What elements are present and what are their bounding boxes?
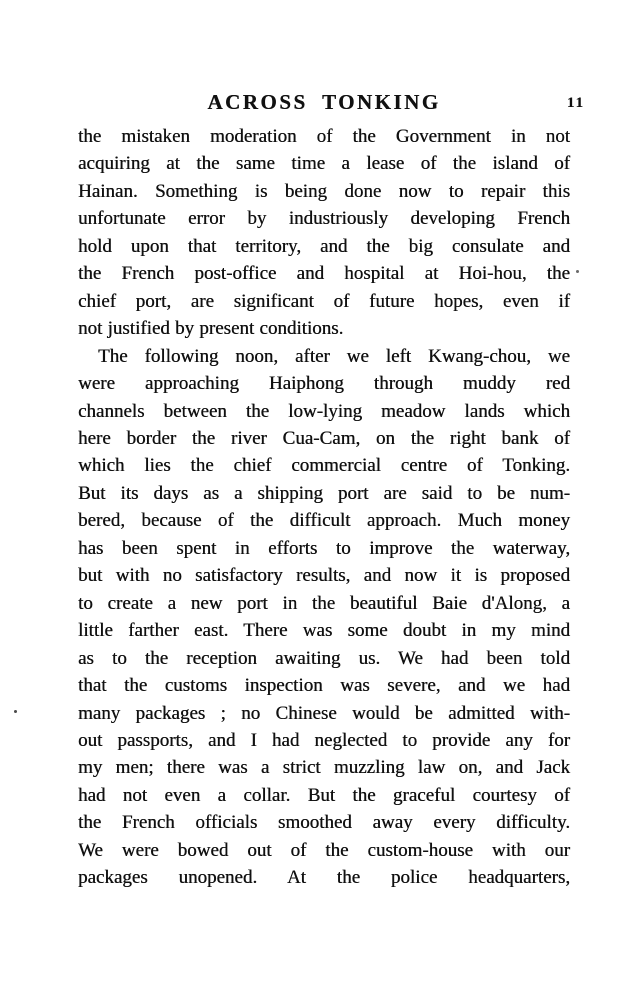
body-text	[78, 123, 570, 892]
text-line: here border the river Cua-Cam, on the right bank of	[78, 427, 570, 449]
text-line: packages unopened. At the police headquarters,	[78, 867, 570, 889]
running-header	[0, 90, 642, 116]
text-line: many packages ; no Chinese would be admitted with-	[78, 702, 570, 724]
text-line: The following noon, after we left Kwang-chou, we	[98, 345, 570, 367]
text-line: which lies the chief commercial centre of Tonking.	[78, 455, 570, 477]
text-line: the mistaken moderation of the Government in not	[78, 126, 570, 147]
scan-speck	[14, 710, 17, 713]
text-line: has been spent in efforts to improve the waterway,	[78, 537, 570, 559]
text-line: chief port, are significant of future hopes, even if	[78, 290, 570, 312]
text-line: but with no satisfactory results, and now it is proposed	[78, 565, 570, 587]
page-number: 11	[566, 95, 585, 111]
scan-speck	[576, 270, 579, 273]
text-line: out passports, and I had neglected to provide any for	[78, 729, 570, 751]
text-line: that the customs inspection was severe, and we had	[78, 675, 570, 697]
text-line: as to the reception awaiting us. We had been told	[78, 647, 570, 669]
text-line: acquiring at the same time a lease of the island of	[78, 153, 570, 175]
text-line: unfortunate error by industriously developing French	[78, 208, 570, 230]
text-line: channels between the low-lying meadow lands which	[78, 400, 570, 422]
text-line: to create a new port in the beautiful Baie d'Along, a	[78, 592, 570, 614]
text-line: the French post-office and hospital at Hoi-hou, the	[78, 263, 570, 285]
chapter-title: ACROSS TONKING	[207, 90, 441, 114]
text-line: We were bowed out of the custom-house with our	[78, 839, 570, 861]
text-line: little farther east. There was some doubt in my mind	[78, 620, 570, 642]
text-line: were approaching Haiphong through muddy red	[78, 373, 570, 395]
text-line: had not even a collar. But the graceful courtesy of	[78, 784, 570, 806]
text-line: the French officials smoothed away every difficulty.	[78, 812, 570, 834]
text-line: But its days as a shipping port are said to be num-	[78, 482, 570, 504]
text-line: Hainan. Something is being done now to repair this	[78, 180, 570, 202]
text-line: hold upon that territory, and the big consulate and	[78, 235, 570, 257]
text-line: not justified by present conditions.	[78, 318, 344, 340]
text-line: my men; there was a strict muzzling law on, and Jack	[78, 757, 570, 779]
text-line: bered, because of the difficult approach. Much money	[78, 510, 570, 532]
